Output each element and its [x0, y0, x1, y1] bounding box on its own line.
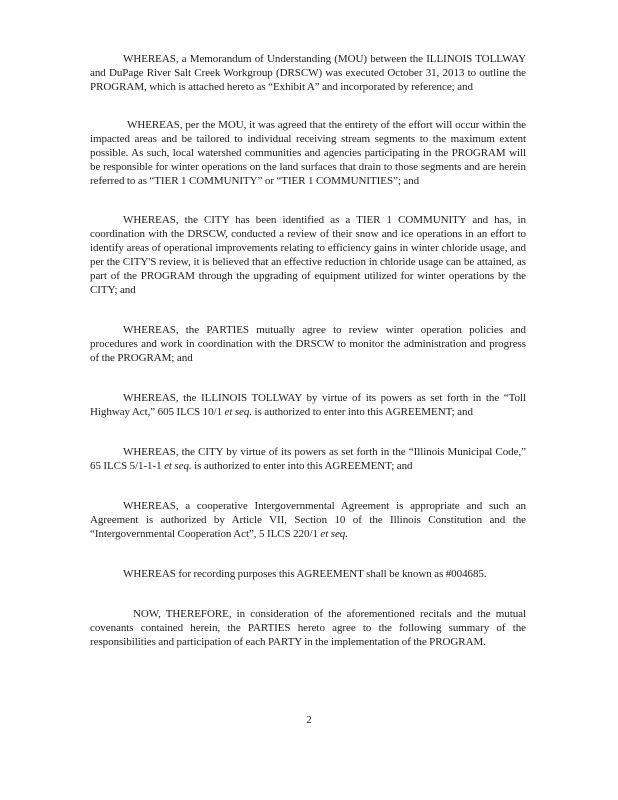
recital-recording: WHEREAS for recording purposes this AGREEMENT shall be known as #004685. [123, 568, 487, 580]
recital-city-text: WHEREAS, the CITY by virtue of its powers as set forth in the “Illinois Municipal Code,” 65 ILCS 5/1-1-1 [90, 446, 526, 472]
page-number: 2 [306, 714, 312, 726]
recital-city-et-seq: et seq. [164, 460, 192, 472]
recital-parties-review: WHEREAS, the PARTIES mutually agree to review winter operation policies and procedures and work in coordination with the DRSCW to monitor the administration and progress of the PROGRAM; and [90, 324, 526, 364]
recital-intergovernmental [90, 499, 526, 541]
recital-mou-agreement: WHEREAS, per the MOU, it was agreed that the entirety of the effort will occur within the impacted areas and be tailored to individual receiving stream segments to the maximum extent possible. As such, local watershed communities and agencies participating in the PROGRAM will be responsible for winter operations on the land surfaces that drain to those segments and are herein referred to as “TIER 1 COMMUNITY” or “TIER 1 COMMUNITIES”; and [90, 119, 526, 187]
recital-city-text-end: is authorized to enter into this AGREEMENT; and [191, 460, 413, 472]
now-therefore-clause: NOW, THEREFORE, in consideration of the aforementioned recitals and the mutual covenants contained herein, the PARTIES hereto agree to the following summary of the responsibilities and participation of each PARTY in the implementation of the PROGRAM. [90, 608, 526, 648]
recital-tollway-text-end: is authorized to enter into this AGREEMENT; and [252, 406, 473, 418]
recital-tollway-et-seq: et seq. [224, 406, 253, 418]
recital-tollway-powers [90, 391, 526, 419]
recital-mou-executed: WHEREAS, a Memorandum of Understanding (MOU) between the ILLINOIS TOLLWAY and DuPage River Salt Creek Workgroup (DRSCW) was executed October 31, 2013 to outline the PROGRAM, which is attached hereto as “Exhibit A” and incorporated by reference; and [90, 53, 526, 93]
recital-intergovernmental-et-seq: et seq. [320, 528, 348, 540]
recital-tollway-text: WHEREAS, the ILLINOIS TOLLWAY by virtue of its powers as set forth in the “Toll Highway Act,” 605 ILCS 10/1 [90, 392, 526, 418]
document-body [90, 52, 526, 649]
recital-city-powers [90, 445, 526, 473]
recital-intergovernmental-text: WHEREAS, a cooperative Intergovernmental Agreement is appropriate and such an Agreement is authorized by Article VII, Section 10 of the Illinois Constitution and the “Intergovernmental Cooperation Act”, 5 ILCS 220/1 [90, 500, 526, 540]
recital-city-tier1: WHEREAS, the CITY has been identified as a TIER 1 COMMUNITY and has, in coordination with the DRSCW, conducted a review of their snow and ice operations in an effort to identify areas of operational improvements relating to efficiency gains in winter chloride usage, and per the CITY'S review, it is believed that an effective reduction in chloride usage can be attained, as part of the PROGRAM through the upgrading of equipment utilized for winter operations by the CITY; and [90, 214, 526, 296]
